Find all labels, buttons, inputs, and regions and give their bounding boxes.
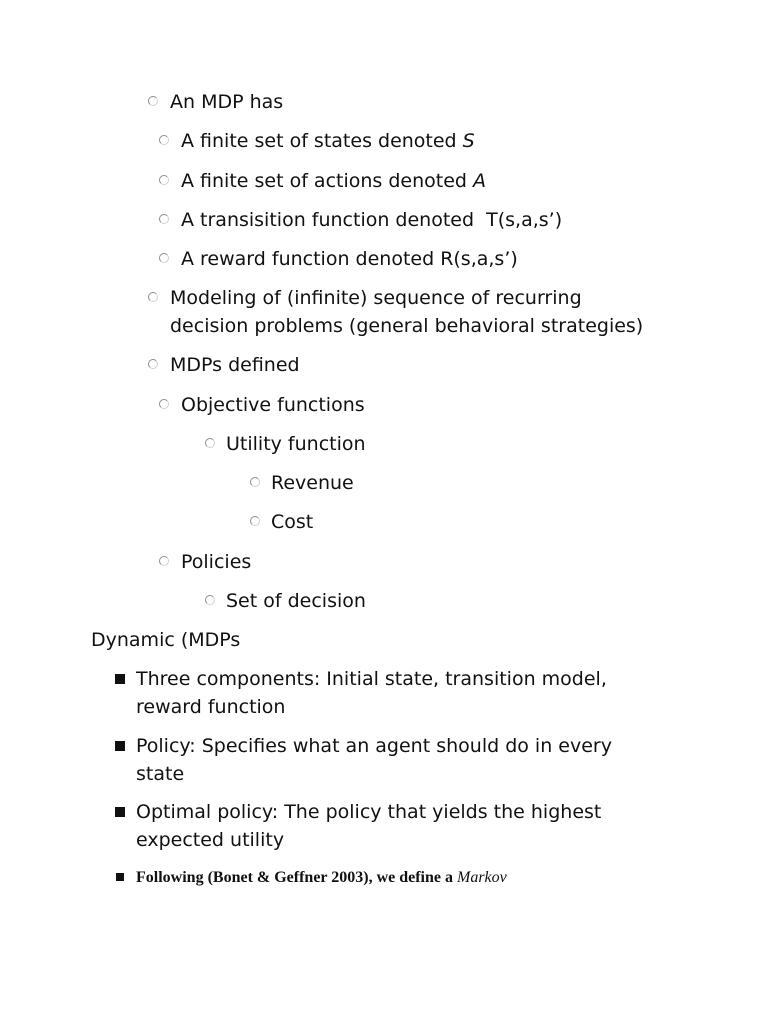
outline-item-cost (250, 508, 313, 536)
states-variable: S (462, 130, 475, 152)
bullet-label-line1: Policy: Specifies what an agent should do in every (136, 735, 612, 757)
square-bullet-icon (115, 807, 125, 817)
bullet-label-line2: state (136, 763, 185, 785)
circle-bullet-icon (205, 595, 215, 605)
bullet-label-line2: reward function (136, 696, 286, 718)
dynamic-bullet-following (115, 866, 507, 890)
section-heading (91, 626, 240, 654)
circle-bullet-icon (250, 516, 260, 526)
outline-item-objective-functions (159, 391, 365, 419)
outline-item-policies (159, 548, 251, 576)
outline-item-mdps-defined (148, 351, 300, 379)
outline-item-label: MDPs defined (170, 354, 300, 376)
section-heading-label: Dynamic (MDPs (91, 629, 241, 651)
outline-item-utility-function (205, 430, 366, 458)
bullet-label-line1: Three components: Initial state, transition model, (136, 668, 607, 690)
circle-bullet-icon (159, 399, 169, 409)
square-bullet-icon (115, 674, 125, 684)
circle-bullet-icon (205, 438, 215, 448)
outline-item-transition (159, 206, 562, 234)
outline-item-label: Policies (181, 551, 252, 573)
outline-item-reward (159, 245, 518, 273)
circle-bullet-icon (159, 253, 169, 263)
circle-bullet-icon (159, 135, 169, 145)
outline-item-states (159, 127, 475, 155)
outline-item-label: Objective functions (181, 394, 365, 416)
outline-item-label-line1: Modeling of (infinite) sequence of recurring (170, 287, 582, 309)
outline-item-label-line2: decision problems (general behavioral strategies) (170, 315, 644, 337)
footer-italic-text: Markov (457, 869, 507, 886)
actions-variable: A (473, 170, 487, 192)
outline-item-label: A finite set of actions denoted (181, 170, 474, 192)
dynamic-bullet-policy (115, 732, 612, 788)
outline-item-modeling (148, 284, 643, 340)
outline-item-label: A transisition function denoted T(s,a,s’) (181, 209, 563, 231)
bullet-label-line2: expected utility (136, 829, 285, 851)
dynamic-bullet-components (115, 665, 607, 721)
outline-item-label: Set of decision (226, 590, 366, 612)
outline-item-revenue (250, 469, 354, 497)
outline-item-actions (159, 167, 486, 195)
circle-bullet-icon (148, 292, 158, 302)
circle-bullet-icon (148, 96, 158, 106)
circle-bullet-icon (159, 556, 169, 566)
outline-item-label: A finite set of states denoted (181, 130, 463, 152)
outline-item-label: A reward function denoted R(s,a,s’) (181, 248, 518, 270)
bullet-label-line1: Optimal policy: The policy that yields the highest (136, 801, 602, 823)
outline-item-label: Cost (271, 511, 314, 533)
dynamic-bullet-optimal-policy (115, 798, 601, 854)
circle-bullet-icon (250, 477, 260, 487)
circle-bullet-icon (148, 359, 158, 369)
outline-item-label: Revenue (271, 472, 354, 494)
outline-item-set-of-decision (205, 587, 366, 615)
outline-item-label: Utility function (226, 433, 366, 455)
outline-item-label: An MDP has (170, 91, 284, 113)
square-bullet-icon (116, 873, 124, 881)
circle-bullet-icon (159, 175, 169, 185)
footer-text: Following (Bonet & Geffner 2003), we define a (136, 869, 457, 886)
outline-item-mdp-has (148, 88, 283, 116)
circle-bullet-icon (159, 214, 169, 224)
square-bullet-icon (115, 741, 125, 751)
